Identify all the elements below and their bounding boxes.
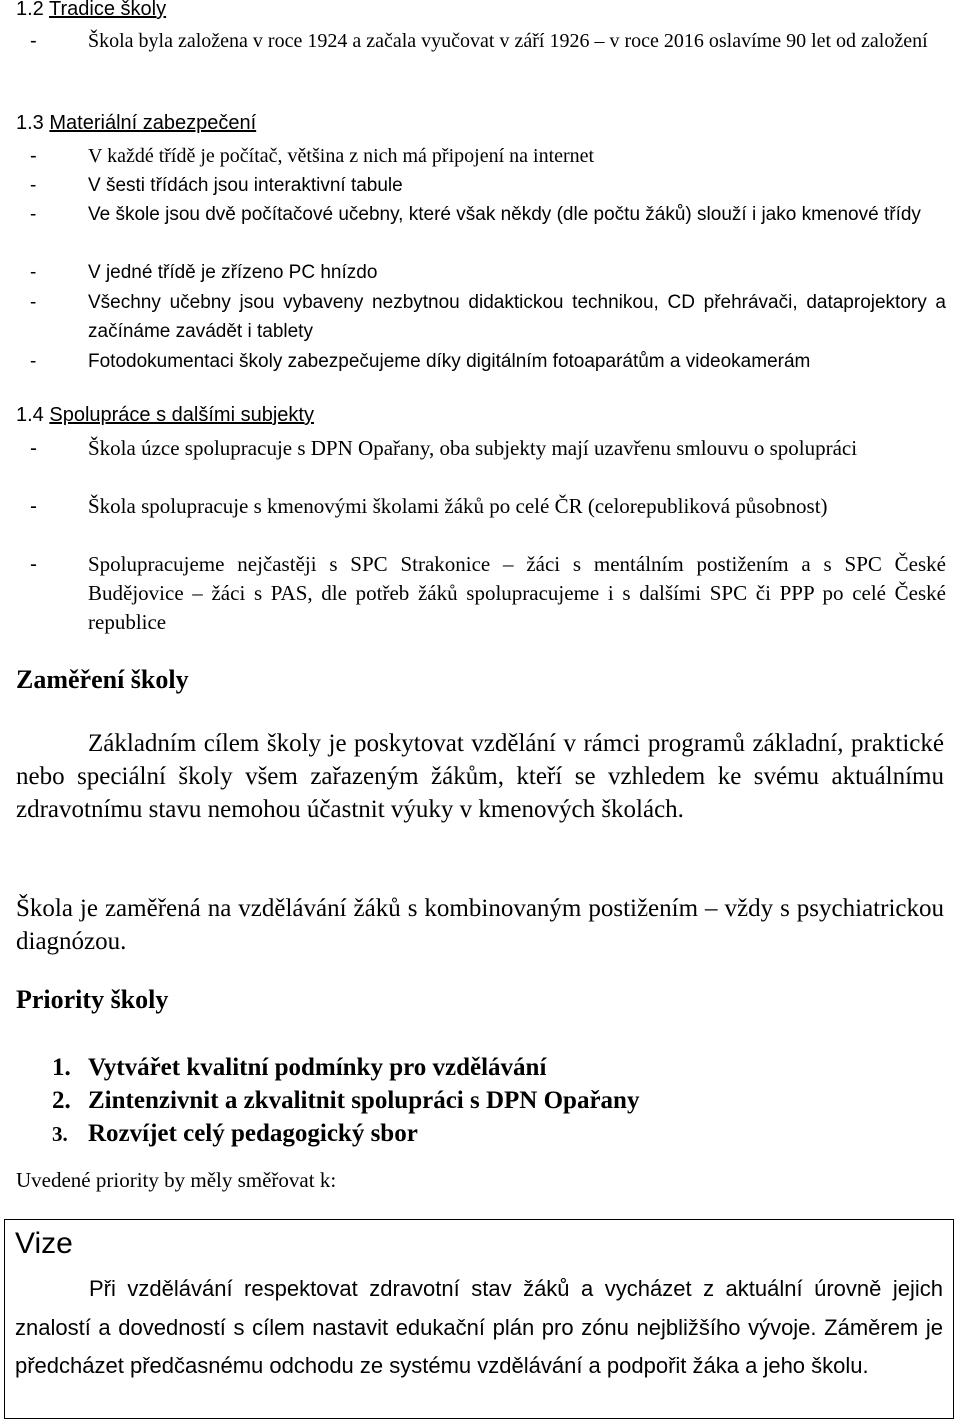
list-item-text: Fotodokumentaci školy zabezpečujeme díky digitálním fotoaparátům a videokamerám bbox=[88, 351, 811, 372]
list-item-text: Škola spolupracuje s kmenovými školami žáků po celé ČR (celorepubliková působnost) bbox=[88, 494, 828, 518]
priority-item bbox=[52, 1084, 639, 1117]
priority-item bbox=[52, 1117, 639, 1151]
heading-zamereni: Zaměření školy bbox=[16, 665, 189, 694]
section-heading-materialni bbox=[16, 112, 256, 135]
section-heading-spoluprace bbox=[16, 404, 314, 427]
section-heading-tradice bbox=[16, 0, 166, 21]
list-item-text: Spolupracujeme nejčastěji s SPC Strakonice – žáci s mentálním postižením a s SPC České Budějovice – žáci s PAS, dle potřeb žáků spolupracujeme i s dalšími SPC či PPP po celé České republice bbox=[88, 552, 946, 634]
dash-bullet: - bbox=[30, 553, 37, 576]
priority-list bbox=[52, 1051, 639, 1151]
priority-text: Vytvářet kvalitní podmínky pro vzdělávání bbox=[88, 1054, 547, 1081]
dash-bullet: - bbox=[30, 204, 37, 225]
list-item-text: Všechny učebny jsou vybaveny nezbytnou didaktickou technikou, CD přehrávači, dataprojektory a začínáme zavádět i tablety bbox=[88, 292, 946, 342]
priority-item bbox=[52, 1051, 639, 1084]
priority-number: 1. bbox=[52, 1054, 71, 1081]
dash-bullet: - bbox=[30, 437, 37, 460]
vize-heading: Vize bbox=[15, 1227, 73, 1260]
dash-bullet: - bbox=[30, 495, 37, 518]
priority-text: Zintenzivnit a zkvalitnit spolupráci s DPN Opařany bbox=[88, 1087, 640, 1114]
list-item-text: V jedné třídě je zřízeno PC hnízdo bbox=[88, 262, 378, 283]
priority-number: 3. bbox=[52, 1122, 68, 1146]
list-item-text: Škola byla založena v roce 1924 a začala vyučovat v září 1926 – v roce 2016 oslavíme 90 let od založení bbox=[88, 30, 928, 52]
dash-bullet: - bbox=[30, 145, 37, 167]
dash-bullet: - bbox=[30, 175, 37, 196]
priority-lead: Uvedené priority by měly směřovat k: bbox=[16, 1168, 337, 1192]
list-item-text: V každé třídě je počítač, většina z nich má připojení na internet bbox=[88, 145, 595, 167]
section-number: 1.2 bbox=[16, 0, 44, 20]
section-title: Spolupráce s dalšími subjekty bbox=[49, 404, 314, 426]
list-item-text: Ve škole jsou dvě počítačové učebny, které však někdy (dle počtu žáků) slouží i jako kmenové třídy bbox=[88, 204, 921, 225]
vize-text: Při vzdělávání respektovat zdravotní stav žáků a vycházet z aktuální úrovně jejich znalostí a dovedností s cílem nastavit edukační plán pro zónu nejbližšího vývoje. Záměrem je předcházet předčasnému odchodu ze systému vzdělávání a podpořit žáka a jeho školu. bbox=[15, 1276, 943, 1378]
dash-bullet: - bbox=[30, 292, 37, 313]
dash-bullet: - bbox=[30, 30, 37, 52]
priority-text: Rozvíjet celý pedagogický sbor bbox=[88, 1120, 418, 1147]
vize-box bbox=[4, 1219, 954, 1419]
dash-bullet: - bbox=[30, 262, 37, 283]
section-title: Materiální zabezpečení bbox=[49, 112, 257, 134]
section-number: 1.4 bbox=[16, 404, 44, 426]
list-item-text: Škola úzce spolupracuje s DPN Opařany, oba subjekty mají uzavřenu smlouvu o spolupráci bbox=[88, 436, 858, 460]
paragraph-zamereni-2: Škola je zaměřená na vzdělávání žáků s kombinovaným postižením – vždy s psychiatrickou diagnózou. bbox=[16, 895, 944, 955]
section-title: Tradice školy bbox=[49, 0, 167, 20]
heading-priority: Priority školy bbox=[16, 985, 169, 1014]
list-item-text: V šesti třídách jsou interaktivní tabule bbox=[88, 175, 403, 196]
paragraph-zamereni-1: Základním cílem školy je poskytovat vzdělání v rámci programů základní, praktické nebo speciální školy všem zařazeným žákům, kteří se vzhledem ke svému aktuálnímu zdravotnímu stavu nemohou účastnit výuky v kmenových školách. bbox=[16, 730, 944, 823]
dash-bullet: - bbox=[30, 351, 37, 372]
priority-number: 2. bbox=[52, 1087, 71, 1114]
section-number: 1.3 bbox=[16, 112, 44, 134]
